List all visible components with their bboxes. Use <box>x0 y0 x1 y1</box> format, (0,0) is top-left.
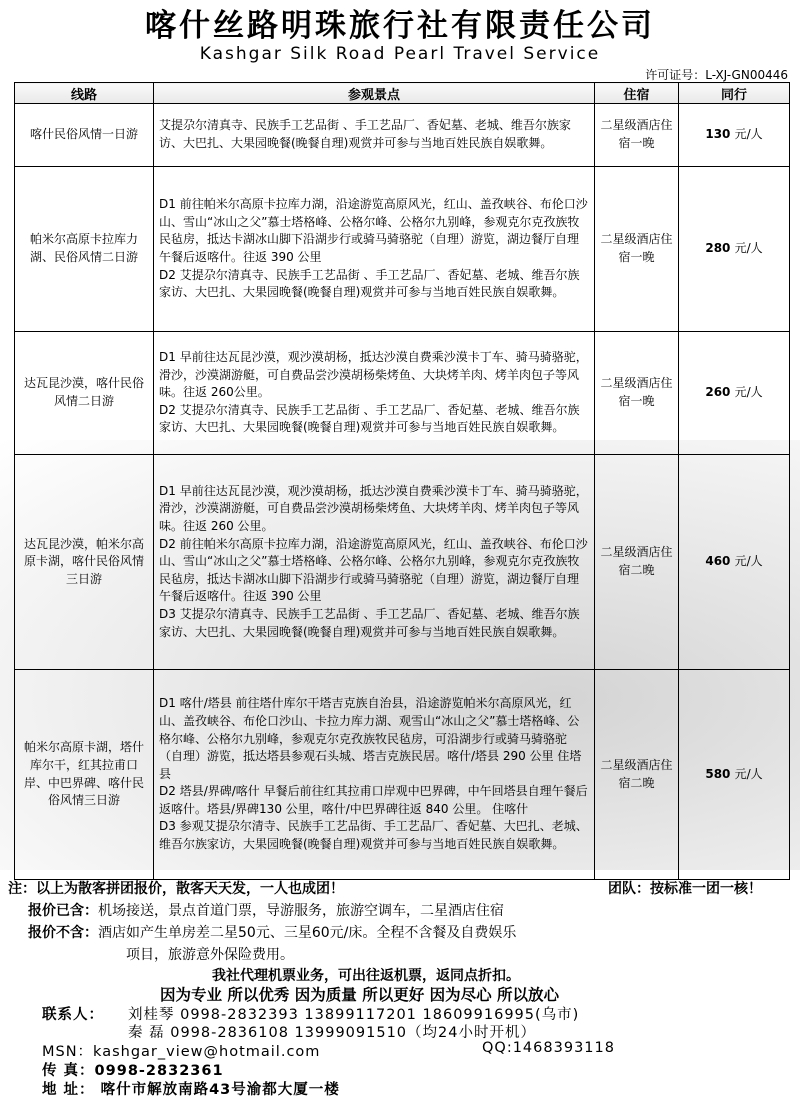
included-label: 报价已含： <box>28 903 98 919</box>
price-value: 130 <box>705 127 731 142</box>
slogan: 因为专业 所以优秀 因为质量 所以更好 因为尽心 所以放心 <box>160 986 559 1004</box>
excluded-label: 报价不含： <box>28 925 98 941</box>
excluded-text: 酒店如产生单房差二星50元、三星60元/床。全程不含餐及自费娱乐 <box>98 925 517 941</box>
excluded-text-cont: 项目，旅游意外保险费用。 <box>126 947 294 963</box>
sights-cell <box>154 104 595 167</box>
col-header-route: 线路 <box>15 83 154 104</box>
route-name: 喀什民俗风情一日游 <box>15 104 154 167</box>
route-name: 达瓦昆沙漠，帕米尔高原卡湖，喀什民俗风情三日游 <box>15 455 154 670</box>
price-cell <box>679 104 790 167</box>
table-row <box>15 104 790 167</box>
price-unit: 元/人 <box>734 241 763 256</box>
col-header-price: 同行 <box>679 83 790 104</box>
sights-cell <box>154 167 595 332</box>
msn: MSN：kashgar_view@hotmail.com <box>42 1044 321 1060</box>
qq: QQ:1468393118 <box>482 1040 615 1056</box>
address: 地 址： 喀什市解放南路43号渝都大厦一楼 <box>42 1082 340 1098</box>
route-table <box>14 82 790 880</box>
license-number: 许可证号：L-XJ-GN00446 <box>645 68 788 82</box>
stay-cell: 二星级酒店住宿一晚 <box>595 332 679 455</box>
price-value: 280 <box>705 241 731 256</box>
day-item: D1 喀什/塔县 前往塔什库尔干塔吉克族自治县，沿途游览帕米尔高原风光，红山、盖孜峡谷、布伦口沙山、卡拉力库力湖、观雪山“冰山之父”慕士塔格峰、公格尔峰、公格尔九别峰，参观克尔克孜族牧民毡房，可沿湖步行或骑马骑骆驼（自理）游览，抵达塔县参观石头城、塔吉克族民居。喀什/塔县 290 公里 住塔县 <box>159 696 582 781</box>
day-item: D2 艾提尕尔清真寺、民族手工艺品街 、手工艺品厂、香妃墓、老城、维吾尔族家访、大巴扎、大果园晚餐(晚餐自理)观赏并可参与当地百姓民族自娱歌舞。 <box>159 402 580 435</box>
day-item: D1 早前往达瓦昆沙漠，观沙漠胡杨，抵达沙漠自费乘沙漠卡丁车、骑马骑骆驼，滑沙，沙漠湖游艇，可自费品尝沙漠胡杨柴烤鱼、大块烤羊肉、烤羊肉包子等风味。往返 260 公里。 <box>159 483 588 534</box>
day-item: D1 早前往达瓦昆沙漠，观沙漠胡杨，抵达沙漠自费乘沙漠卡丁车、骑马骑骆驼，滑沙，沙漠湖游艇，可自费品尝沙漠胡杨柴烤鱼、大块烤羊肉、烤羊肉包子等风味。往返 260公里。 <box>159 350 588 400</box>
price-unit: 元/人 <box>734 385 763 400</box>
day-item: D2 艾提尕尔清真寺、民族手工艺品街 、手工艺品厂、香妃墓、老城、维吾尔族家访、大巴扎、大果园晚餐(晚餐自理)观赏并可参与当地百姓民族自娱歌舞。 <box>159 267 580 300</box>
price-unit: 元/人 <box>734 766 763 781</box>
price-value: 460 <box>705 554 731 569</box>
route-name: 帕米尔高原卡拉库力湖、民俗风情二日游 <box>15 167 154 332</box>
table-header-row <box>15 83 790 104</box>
col-header-sights: 参观景点 <box>154 83 595 104</box>
team-note: 团队：按标准一团一核！ <box>608 881 762 897</box>
sights-cell <box>154 332 595 455</box>
stay-cell: 二星级酒店住宿二晚 <box>595 670 679 880</box>
day-item: D2 塔县/界碑/喀什 早餐后前往红其拉甫口岸观中巴界碑，中午回塔县自理午餐后返喀什。塔县/界碑130 公里，喀什/中巴界碑往返 840 公里。 住喀什 <box>159 784 588 816</box>
route-name: 帕米尔高原卡湖，塔什库尔干，红其拉甫口岸、中巴界碑、喀什民俗风情三日游 <box>15 670 154 880</box>
ticket-note: 我社代理机票业务，可出往返机票，返同点折扣。 <box>212 968 520 984</box>
col-header-stay: 住宿 <box>595 83 679 104</box>
included-text: 机场接送，景点首道门票，导游服务，旅游空调车，二星酒店住宿 <box>98 903 504 919</box>
excluded-line <box>28 922 516 942</box>
table-row <box>15 167 790 332</box>
sights-cell <box>154 455 595 670</box>
price-cell <box>679 455 790 670</box>
stay-cell: 二星级酒店住宿一晚 <box>595 104 679 167</box>
day-item: D3 艾提尕尔清真寺、民族手工艺品街 、手工艺品厂、香妃墓、老城、维吾尔族家访、大巴扎、大果园晚餐(晚餐自理)观赏并可参与当地百姓民族自娱歌舞。 <box>159 606 580 639</box>
day-item: 艾提尕尔清真寺、民族手工艺品街 、手工艺品厂、香妃墓、老城、维吾尔族家访、大巴扎、大果园晚餐(晚餐自理)观赏并可参与当地百姓民族自娱歌舞。 <box>159 118 571 150</box>
day-item: D3 参观艾提尕尔清寺、民族手工艺品街、手工艺品厂、香妃墓、大巴扎、老城、维吾尔族家访，大果园晚餐(晚餐自理)观赏并可参与当地百姓民族自娱歌舞。 <box>159 819 588 852</box>
table-row <box>15 670 790 880</box>
route-name: 达瓦昆沙漠，喀什民俗风情二日游 <box>15 332 154 455</box>
contact-person-2: 秦 磊 0998-2836108 13999091510（均24小时开机） <box>128 1025 536 1041</box>
price-unit: 元/人 <box>734 554 763 569</box>
header <box>0 0 800 64</box>
price-cell <box>679 167 790 332</box>
price-cell <box>679 670 790 880</box>
price-value: 260 <box>705 385 731 400</box>
table-row <box>15 455 790 670</box>
price-value: 580 <box>705 766 731 781</box>
day-item: D2 前往帕米尔高原卡拉库力湖，沿途游览高原风光，红山、盖孜峡谷、布伦口沙山、雪山“冰山之父”慕士塔格峰、公格尔峰、公格尔九别峰，参观克尔克孜族牧民毡房，抵达卡湖冰山脚下沿湖步行或骑马骑骆驼（自理）游览，湖边餐厅自理午餐后返喀什。往返 390 公里 <box>159 536 588 604</box>
company-name-cn: 喀什丝路明珠旅行社有限责任公司 <box>145 8 655 44</box>
sights-cell <box>154 670 595 880</box>
company-name-en: Kashgar Silk Road Pearl Travel Service <box>199 44 601 64</box>
fax: 传 真：0998-2832361 <box>42 1063 224 1079</box>
stay-cell: 二星级酒店住宿二晚 <box>595 455 679 670</box>
table-row <box>15 332 790 455</box>
contact-person-1: 刘桂琴 0998-2832393 13899117201 18609916995(乌市) <box>128 1007 580 1023</box>
note-text: 注：以上为散客拼团报价，散客天天发，一人也成团！ <box>8 881 344 897</box>
price-unit: 元/人 <box>734 127 763 142</box>
price-cell <box>679 332 790 455</box>
contact-label: 联系人： <box>42 1007 104 1023</box>
included-line <box>28 900 504 920</box>
stay-cell: 二星级酒店住宿一晚 <box>595 167 679 332</box>
day-item: D1 前往帕米尔高原卡拉库力湖，沿途游览高原风光，红山、盖孜峡谷、布伦口沙山、雪山“冰山之父”慕士塔格峰、公格尔峰、公格尔九别峰，参观克尔克孜族牧民毡房，抵达卡湖冰山脚下沿湖步行或骑马骑骆驼（自理）游览，湖边餐厅自理午餐后返喀什。往返 390 公里 <box>159 197 588 264</box>
